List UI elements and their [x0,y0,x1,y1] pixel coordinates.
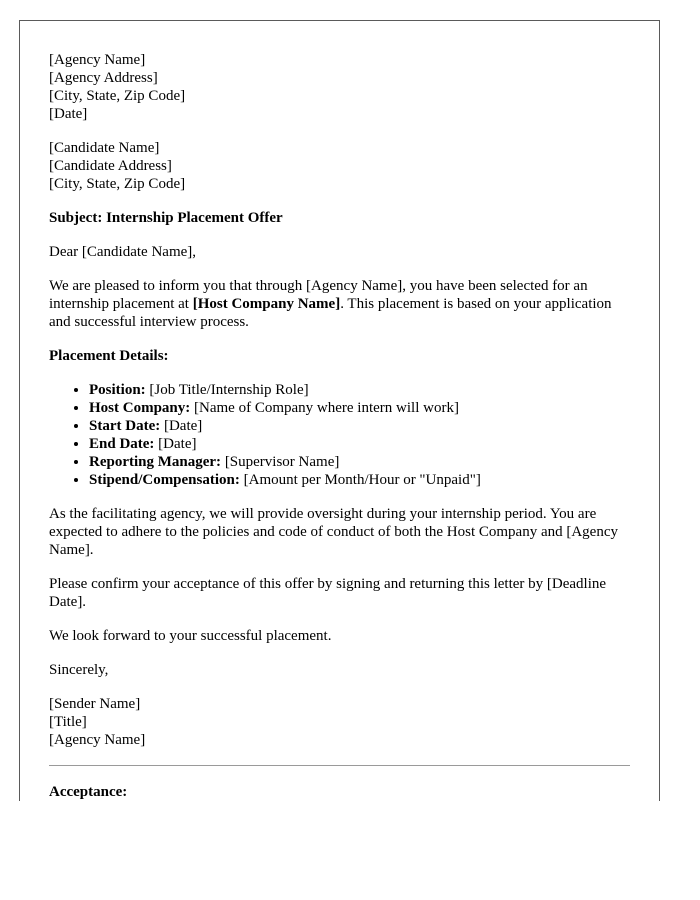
detail-label: Reporting Manager: [89,454,222,470]
detail-position [89,381,630,399]
detail-value: [Supervisor Name] [221,454,340,470]
closing-paragraph: We look forward to your successful placement. [49,628,332,644]
agency-address-block [49,51,630,123]
letter-page [19,20,660,801]
detail-host-company [89,399,630,417]
detail-value: [Amount per Month/Hour or "Unpaid"] [239,472,481,488]
detail-label: End Date: [89,436,155,452]
placement-details-list [49,381,630,489]
candidate-name: [Candidate Name] [49,140,160,156]
detail-label: Position: [89,382,146,398]
detail-reporting-manager [89,453,630,471]
sender-block [49,695,630,749]
detail-value: [Date] [154,436,197,452]
detail-value: [Job Title/Internship Role] [145,382,309,398]
detail-label: Stipend/Compensation: [89,472,240,488]
agency-address: [Agency Address] [49,70,158,86]
detail-start-date [89,417,630,435]
candidate-city-state-zip: [City, State, Zip Code] [49,176,186,192]
section-divider [49,765,630,766]
signoff: Sincerely, [49,662,109,678]
intro-text-part1: We are pleased to inform you that through [Agency Name], you have been selected for an internship placement at [49,278,588,312]
detail-label: Host Company: [89,400,191,416]
intro-text-part2: . This placement is based on your application and successful interview process. [49,296,612,330]
detail-value: [Date] [160,418,203,434]
acceptance-heading: Acceptance: [49,784,128,800]
detail-stipend [89,471,630,489]
letter-date: [Date] [49,106,88,122]
candidate-address-block [49,139,630,193]
detail-label: Start Date: [89,418,161,434]
sender-agency: [Agency Name] [49,732,146,748]
placement-details-heading: Placement Details: [49,348,169,364]
subject-line: Subject: Internship Placement Offer [49,210,283,226]
sender-title: [Title] [49,714,87,730]
sender-name: [Sender Name] [49,696,141,712]
candidate-address: [Candidate Address] [49,158,172,174]
oversight-paragraph: As the facilitating agency, we will provide oversight during your internship period. You are expected to adhere to the policies and code of conduct of both the Host Company and [Agency Name]. [49,506,618,558]
detail-end-date [89,435,630,453]
detail-value: [Name of Company where intern will work] [190,400,459,416]
intro-paragraph [49,277,630,331]
agency-name: [Agency Name] [49,52,146,68]
agency-city-state-zip: [City, State, Zip Code] [49,88,186,104]
salutation: Dear [Candidate Name], [49,244,197,260]
confirm-paragraph: Please confirm your acceptance of this offer by signing and returning this letter by [Deadline Date]. [49,576,607,610]
host-company-name: [Host Company Name] [192,296,341,312]
